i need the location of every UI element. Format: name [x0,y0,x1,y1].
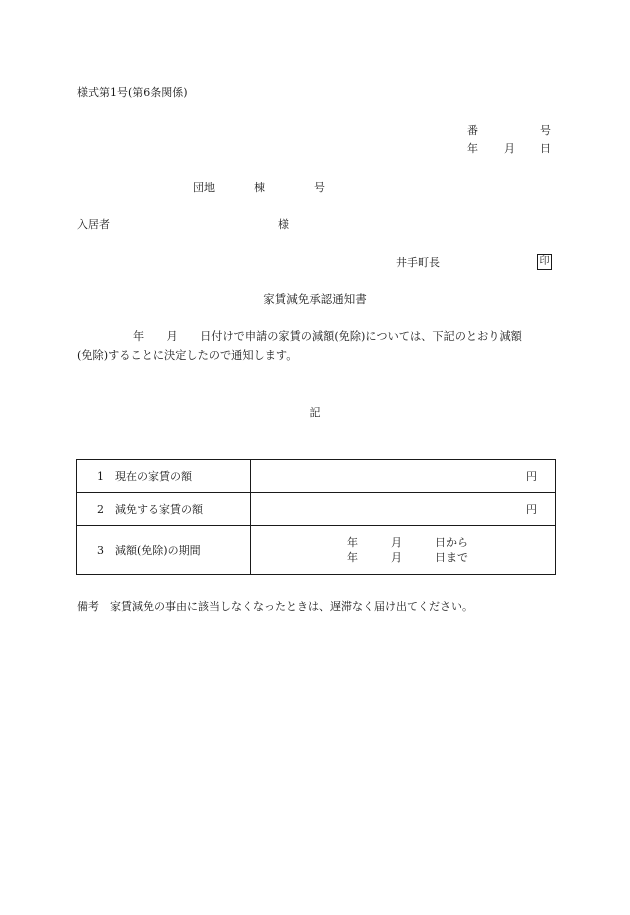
detail-table [76,459,556,575]
current-rent-label: 1 現在の家賃の額 [77,460,251,493]
reduction-period-cell [251,526,556,575]
issue-date-year: 年 [467,142,478,155]
notice-body [77,331,552,369]
notice-body-line-2: (免除)することに決定したので通知します。 [77,349,298,362]
document-number-label: 番 [467,124,478,137]
document-title: 家賃減免承認通知書 [263,292,367,306]
address-building: 棟 [254,181,265,194]
address-danchi: 団地 [193,181,215,194]
reduced-rent-label: 2 減免する家賃の額 [77,493,251,526]
tenant-label: 入居者 [77,218,110,231]
issue-date-month: 月 [504,142,515,155]
table-row [77,460,556,493]
tenant-honorific: 様 [278,218,289,231]
seal-mark: 印 [537,254,552,270]
issuer-name: 井手町長 [396,256,440,269]
ki-heading: 記 [309,406,321,419]
address-room-number: 号 [314,181,325,194]
period-from: 年 月 日から [347,536,468,549]
issue-date-day: 日 [540,142,551,155]
current-rent-value: 円 [251,460,556,493]
remarks-note: 備考 家賃減免の事由に該当しなくなったときは、遅滞なく届け出てください。 [77,600,473,613]
table-row [77,526,556,575]
notice-body-line-1: 年 月 日付けで申請の家賃の減額(免除)については、下記のとおり減額 [77,330,522,343]
period-to: 年 月 日まで [347,551,468,564]
table-row [77,493,556,526]
reduction-period-label: 3 減額(免除)の期間 [77,526,251,575]
document-number-suffix: 号 [540,124,551,137]
form-identifier: 様式第1号(第6条関係) [77,86,188,99]
reduced-rent-value: 円 [251,493,556,526]
